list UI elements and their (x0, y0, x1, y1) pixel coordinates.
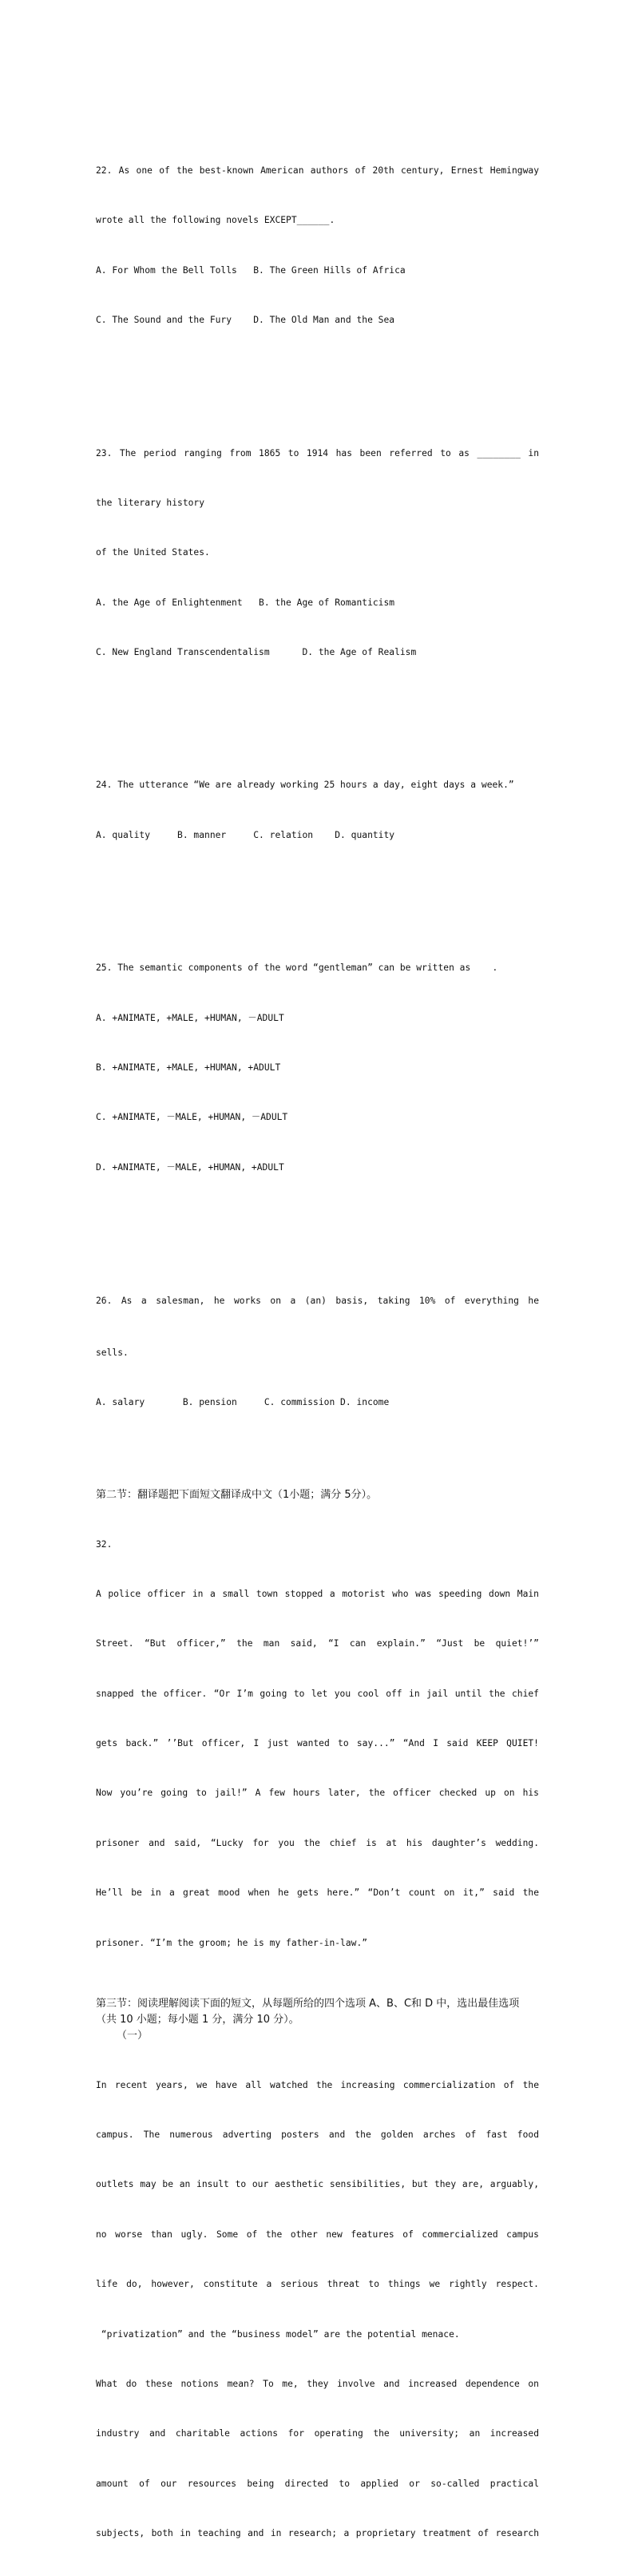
passage-line: amount of our resources being directed to applied or so-called practical (96, 2478, 539, 2489)
passage-line: prisoner. “I’m the groom; he is my father-in-law.” (96, 1937, 368, 1948)
answer-options: A. salary B. pension C. commission D. income (96, 1396, 390, 1407)
question-stem: 24. The utterance “We are already working 25 hours a day, eight days a week.” (96, 780, 514, 791)
multiple-choice-section (96, 80, 539, 1478)
answer-option-c: C. +ANIMATE, －MALE, +HUMAN, －ADULT (96, 1112, 288, 1123)
question-stem: 26. As a salesman, he works on a (an) basis, taking 10% of everything he (96, 1296, 539, 1307)
answer-options: A. quality B. manner C. relation D. quantity (96, 829, 395, 840)
question-stem: wrote all the following novels EXCEPT______. (96, 215, 335, 226)
passage-number: （一） (117, 2030, 149, 2042)
reading-section (96, 1996, 539, 2576)
section-heading: 第三节：阅读理解阅读下面的短文，从每题所给的四个选项 A、B、C和 D 中，选出最佳选项（共 10 小题；每小题 1 分，满分 10 分）。 (96, 1998, 520, 2026)
passage-line: What do these notions mean? To me, they involve and increased dependence on (96, 2378, 539, 2389)
question-26 (96, 1260, 539, 1445)
question-22 (96, 129, 539, 362)
question-24 (96, 744, 539, 877)
passage-line: snapped the officer. “Or I’m going to let you cool off in jail until the chief (96, 1688, 539, 1699)
answer-options: A. the Age of Enlightenment B. the Age of Romanticism (96, 597, 395, 608)
answer-options: C. The Sound and the Fury D. The Old Man and the Sea (96, 315, 395, 326)
passage-line: campus. The numerous adverting posters and the golden arches of fast food (96, 2129, 539, 2141)
question-stem: 23. The period ranging from 1865 to 1914 has been referred to as ________ in (96, 447, 539, 458)
answer-option-a: A. +ANIMATE, +MALE, +HUMAN, －ADULT (96, 1012, 284, 1023)
passage-line: Street. “But officer,” the man said, “I can explain.” “Just be quiet!’” (96, 1638, 539, 1649)
passage-line: subjects, both in teaching and in research; a proprietary treatment of research (96, 2528, 539, 2539)
answer-options: C. New England Transcendentalism D. the Age of Realism (96, 647, 417, 658)
question-25 (96, 927, 539, 1210)
passage-line: Now you’re going to jail!” A few hours later, the officer checked up on his (96, 1788, 539, 1799)
passage-line: In recent years, we have all watched the increasing commercialization of the (96, 2079, 539, 2090)
passage-line: life do, however, constitute a serious threat to things we rightly respect. (96, 2279, 539, 2290)
question-stem: the literary history (96, 497, 205, 508)
passage-line: “privatization” and the “business model” are the potential menace. (96, 2328, 460, 2340)
answer-option-d: D. +ANIMATE, －MALE, +HUMAN, +ADULT (96, 1161, 284, 1173)
passage-line: no worse than ugly. Some of the other new features of commercialized campus (96, 2229, 539, 2240)
question-stem: of the United States. (96, 547, 210, 558)
passage-line: gets back.” ’’But officer, I just wanted to say...” “And I said KEEP QUIET! (96, 1738, 539, 1749)
answer-option-b: B. +ANIMATE, +MALE, +HUMAN, +ADULT (96, 1062, 281, 1074)
question-stem: 22. As one of the best-known American authors of 20th century, Ernest Hemingway (96, 165, 539, 176)
document-page (96, 80, 539, 2576)
question-23 (96, 412, 539, 695)
answer-options: A. For Whom the Bell Tolls B. The Green Hills of Africa (96, 264, 406, 276)
translation-section (96, 1487, 539, 1985)
question-stem: sells. (96, 1347, 129, 1358)
passage-line: He’ll be in a great mood when he gets here.” “Don’t count on it,” said the (96, 1887, 539, 1899)
passage-line: outlets may be an insult to our aesthetic sensibilities, but they are, arguably, (96, 2179, 539, 2190)
question-stem: 25. The semantic components of the word “gentleman” can be written as . (96, 963, 498, 974)
section-heading: 第二节：翻译题把下面短文翻译成中文（1小题；满分 5分）。 (96, 1488, 378, 1501)
passage-line: industry and charitable actions for operating the university; an increased (96, 2428, 539, 2439)
question-number: 32. (96, 1538, 113, 1550)
passage-line: prisoner and said, “Lucky for you the chief is at his daughter’s wedding. (96, 1837, 539, 1848)
passage-line: A police officer in a small town stopped a motorist who was speeding down Main (96, 1588, 539, 1599)
